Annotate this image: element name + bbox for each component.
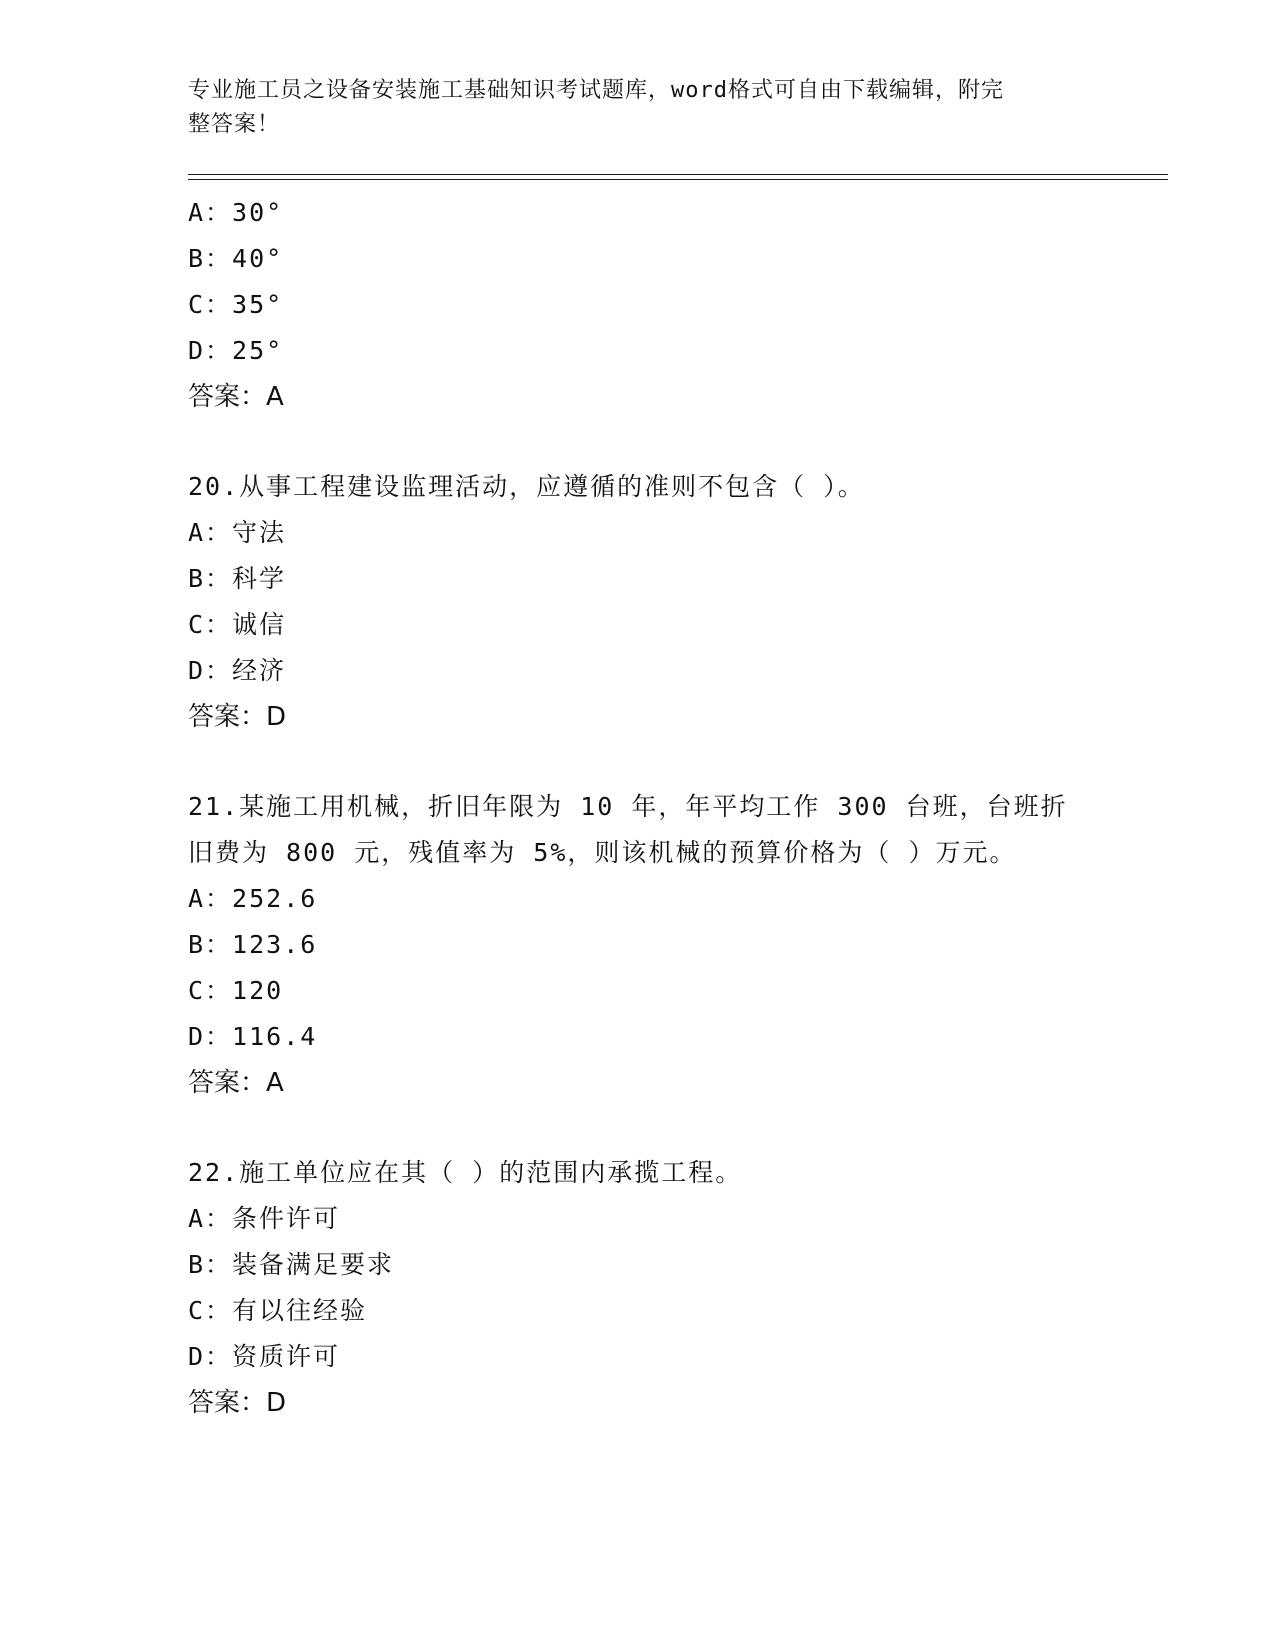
option-c: C：有以往经验: [188, 1296, 368, 1325]
answer-line: 答案：D: [188, 1388, 287, 1418]
question-block-19: [188, 190, 1088, 420]
option-c: C：诚信: [188, 610, 287, 639]
option-c: C：35°: [188, 290, 284, 319]
spacer: [188, 1106, 1088, 1150]
option-a: A：守法: [188, 518, 287, 547]
answer-line: 答案：A: [188, 1068, 284, 1098]
option-d: D：资质许可: [188, 1342, 341, 1371]
option-a: A：30°: [188, 198, 284, 227]
option-b: B：装备满足要求: [188, 1250, 395, 1279]
spacer: [188, 420, 1088, 464]
option-d: D：经济: [188, 656, 287, 685]
option-b: B：40°: [188, 244, 284, 273]
header-divider-bottom: [188, 179, 1168, 180]
option-a: A：252.6: [188, 884, 318, 913]
question-block-21: [188, 784, 1088, 1106]
option-b: B：科学: [188, 564, 287, 593]
option-a: A：条件许可: [188, 1204, 341, 1233]
option-c: C：120: [188, 976, 284, 1005]
question-block-20: [188, 464, 1088, 740]
option-d: D：116.4: [188, 1022, 318, 1051]
spacer: [188, 740, 1088, 784]
answer-line: 答案：A: [188, 382, 284, 412]
document-header: [188, 74, 1088, 142]
question-stem: 22.施工单位应在其（ ）的范围内承揽工程。: [188, 1158, 743, 1187]
question-list: [188, 190, 1088, 1426]
question-stem-line-2: 旧费为 800 元，残值率为 5%，则该机械的预算价格为（ ）万元。: [188, 838, 1017, 867]
option-b: B：123.6: [188, 930, 318, 959]
header-line-2: 整答案！: [188, 112, 281, 137]
option-d: D：25°: [188, 336, 284, 365]
question-block-22: [188, 1150, 1088, 1426]
header-line-1: 专业施工员之设备安装施工基础知识考试题库，word格式可自由下载编辑，附完: [188, 78, 1004, 103]
header-divider-top: [188, 174, 1168, 175]
question-stem: 20.从事工程建设监理活动，应遵循的准则不包含（ ）。: [188, 472, 865, 501]
answer-line: 答案：D: [188, 702, 287, 732]
question-stem-line-1: 21.某施工用机械，折旧年限为 10 年，年平均工作 300 台班，台班折: [188, 792, 1068, 821]
